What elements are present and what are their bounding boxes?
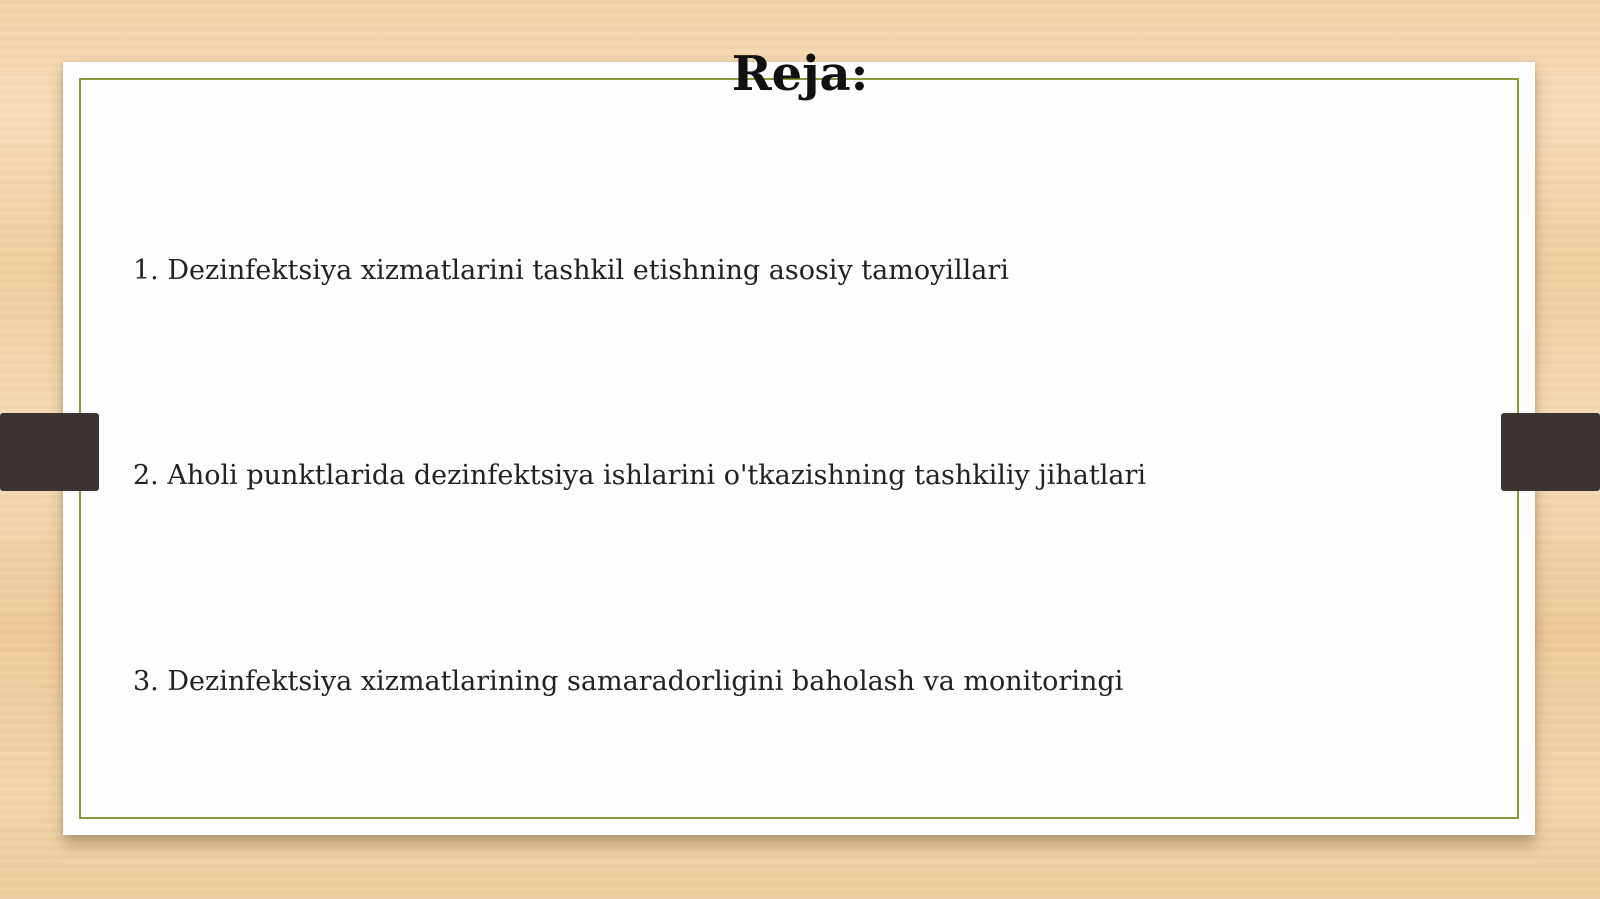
slide-card: [63, 62, 1535, 835]
right-binder-tab: [1501, 413, 1600, 491]
plan-item-3: 3. Dezinfektsiya xizmatlarining samaradorligini baholash va monitoringi: [133, 666, 1124, 697]
plan-item-1: 1. Dezinfektsiya xizmatlarini tashkil etishning asosiy tamoyillari: [133, 255, 1009, 286]
left-binder-tab: [0, 413, 99, 491]
slide-frame-border: [79, 78, 1519, 819]
plan-item-2: 2. Aholi punktlarida dezinfektsiya ishlarini o'tkazishning tashkiliy jihatlari: [133, 460, 1147, 491]
slide-title: Reja:: [731, 46, 869, 102]
